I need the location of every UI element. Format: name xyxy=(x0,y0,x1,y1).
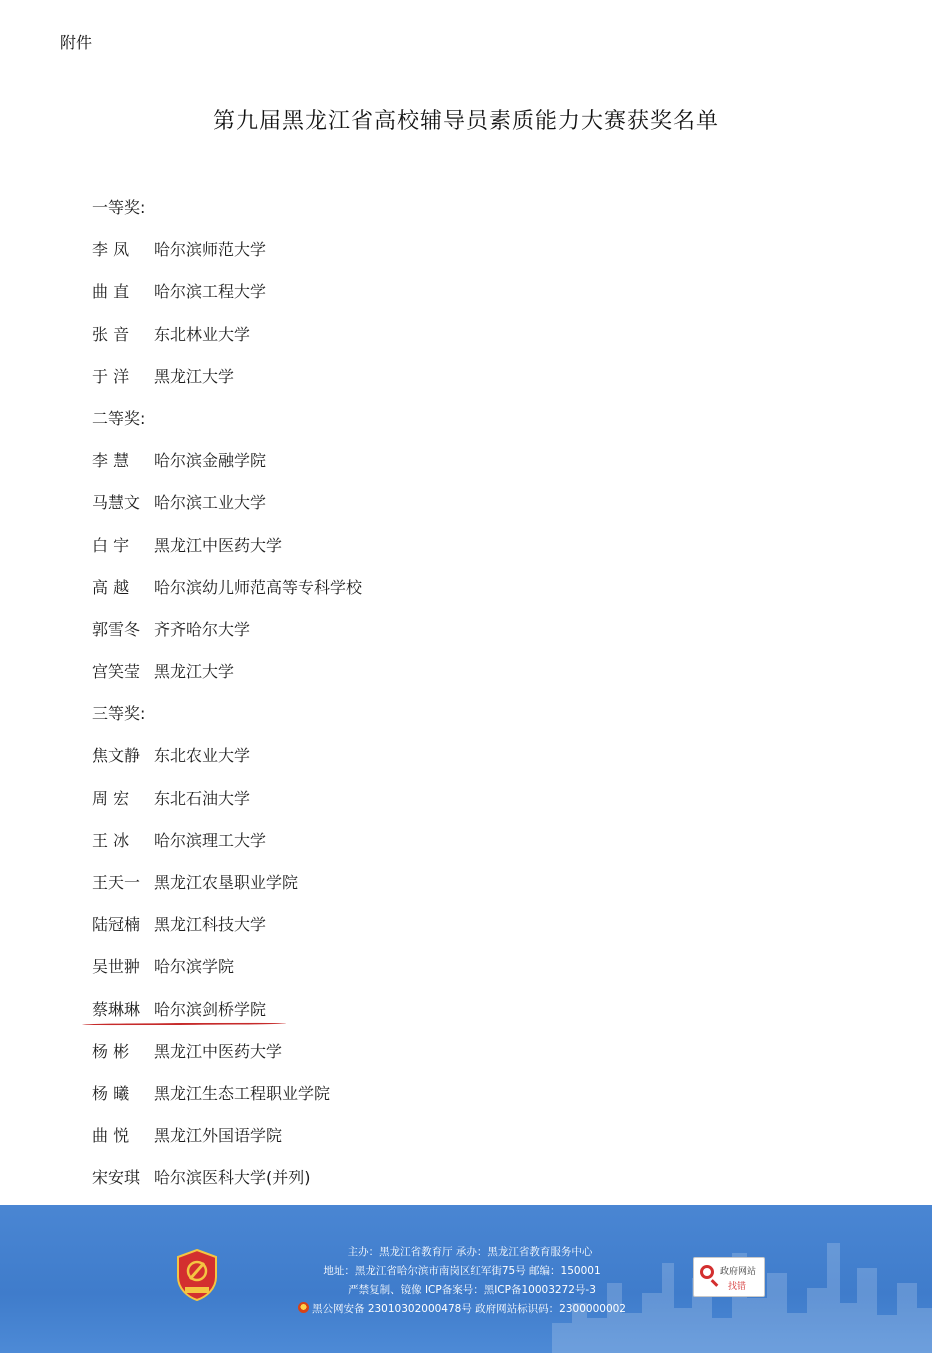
award-entry xyxy=(92,999,362,1041)
footer-info xyxy=(0,1243,932,1319)
winner-name: 李 慧 xyxy=(92,451,130,471)
award-entry xyxy=(92,956,362,998)
footer-icp-line[interactable]: 严禁复制、镜像 ICP备案号：黑ICP备10003272号-3 xyxy=(348,1284,596,1296)
award-entry xyxy=(92,1041,362,1083)
award-entry xyxy=(92,914,362,956)
winner-name: 郭雪冬 xyxy=(92,619,141,639)
winner-name: 白 宇 xyxy=(92,535,130,555)
police-badge-icon xyxy=(298,1302,309,1313)
winner-school: 黑龙江科技大学 xyxy=(154,915,267,935)
winner-school: 东北林业大学 xyxy=(154,324,251,344)
footer-address-line: 地址：黑龙江省哈尔滨市南岗区红军街75号 邮编：150001 xyxy=(323,1265,601,1277)
gov-site-error-report-badge[interactable] xyxy=(693,1257,765,1297)
gov-badge-line2: 找错 xyxy=(728,1282,747,1292)
winner-name: 杨 彬 xyxy=(92,1041,130,1061)
winner-school: 黑龙江大学 xyxy=(154,662,235,682)
award-entry xyxy=(92,788,362,830)
award-entry xyxy=(92,281,362,323)
winner-school: 哈尔滨工业大学 xyxy=(154,493,267,513)
award-tier-heading: 一等奖: xyxy=(92,198,146,217)
winner-school: 哈尔滨医科大学(并列) xyxy=(154,1168,311,1188)
footer-police-text: 黑公网安备 23010302000478号 政府网站标识码：2300000002 xyxy=(311,1303,626,1315)
award-entry xyxy=(92,535,362,577)
winner-school: 东北石油大学 xyxy=(154,788,251,808)
winner-school: 哈尔滨金融学院 xyxy=(154,451,267,471)
winner-name: 陆冠楠 xyxy=(92,915,141,935)
winner-name: 王 冰 xyxy=(92,830,130,850)
winner-name: 宋安琪 xyxy=(92,1168,141,1188)
award-entry xyxy=(92,450,362,492)
winner-name: 高 越 xyxy=(92,577,130,597)
footer-sponsor-line: 主办：黑龙江省教育厅 承办：黑龙江省教育服务中心 xyxy=(347,1246,593,1258)
award-entry xyxy=(92,1083,362,1125)
winner-name: 马慧文 xyxy=(92,493,141,513)
award-entry xyxy=(92,1125,362,1167)
winner-school: 东北农业大学 xyxy=(154,746,251,766)
award-entry xyxy=(92,745,362,787)
award-entry xyxy=(92,830,362,872)
winner-name: 周 宏 xyxy=(92,788,130,808)
winner-name: 吴世翀 xyxy=(92,957,141,977)
winner-school: 黑龙江生态工程职业学院 xyxy=(154,1083,331,1103)
magnifier-icon xyxy=(700,1265,714,1279)
gov-badge-line1: 政府网站 xyxy=(720,1267,757,1277)
winner-school: 黑龙江外国语学院 xyxy=(154,1126,283,1146)
footer-police-line[interactable] xyxy=(0,1300,932,1319)
award-list xyxy=(92,197,362,1210)
winner-school: 哈尔滨理工大学 xyxy=(154,830,267,850)
winner-school: 哈尔滨幼儿师范高等专科学校 xyxy=(154,577,363,597)
winner-name: 李 凤 xyxy=(92,240,130,260)
winner-school: 哈尔滨工程大学 xyxy=(154,282,267,302)
document-title: 第九届黑龙江省高校辅导员素质能力大赛获奖名单 xyxy=(212,109,719,134)
award-entry xyxy=(92,872,362,914)
award-tier-heading: 三等奖: xyxy=(92,704,146,724)
winner-name: 王天一 xyxy=(92,873,141,892)
highlight-underline xyxy=(82,1022,286,1025)
winner-name: 曲 悦 xyxy=(92,1126,130,1146)
award-entry xyxy=(92,577,362,619)
winner-name: 宫笑莹 xyxy=(92,662,141,682)
award-entry xyxy=(92,1167,362,1209)
award-entry xyxy=(92,324,362,366)
award-entry xyxy=(92,366,362,408)
winner-school: 哈尔滨剑桥学院 xyxy=(154,999,267,1019)
winner-name: 于 洋 xyxy=(92,366,130,386)
winner-name: 张 音 xyxy=(92,324,130,344)
award-entry xyxy=(92,239,362,281)
award-entry xyxy=(92,492,362,534)
winner-name: 杨 曦 xyxy=(92,1083,130,1103)
winner-name: 焦文静 xyxy=(92,746,141,766)
site-footer xyxy=(0,1205,932,1353)
winner-school: 哈尔滨学院 xyxy=(154,957,235,977)
winner-school: 齐齐哈尔大学 xyxy=(154,619,251,639)
winner-school: 哈尔滨师范大学 xyxy=(154,240,267,260)
winner-school: 黑龙江大学 xyxy=(154,366,235,386)
winner-name: 蔡琳琳 xyxy=(92,999,141,1019)
winner-school: 黑龙江中医药大学 xyxy=(154,535,283,555)
attachment-label: 附件 xyxy=(60,33,93,52)
award-entry xyxy=(92,619,362,661)
award-entry xyxy=(92,661,362,703)
winner-name: 曲 直 xyxy=(92,282,130,302)
winner-school: 黑龙江中医药大学 xyxy=(154,1041,283,1061)
award-tier-heading: 二等奖: xyxy=(92,408,146,428)
winner-school: 黑龙江农垦职业学院 xyxy=(154,873,299,892)
